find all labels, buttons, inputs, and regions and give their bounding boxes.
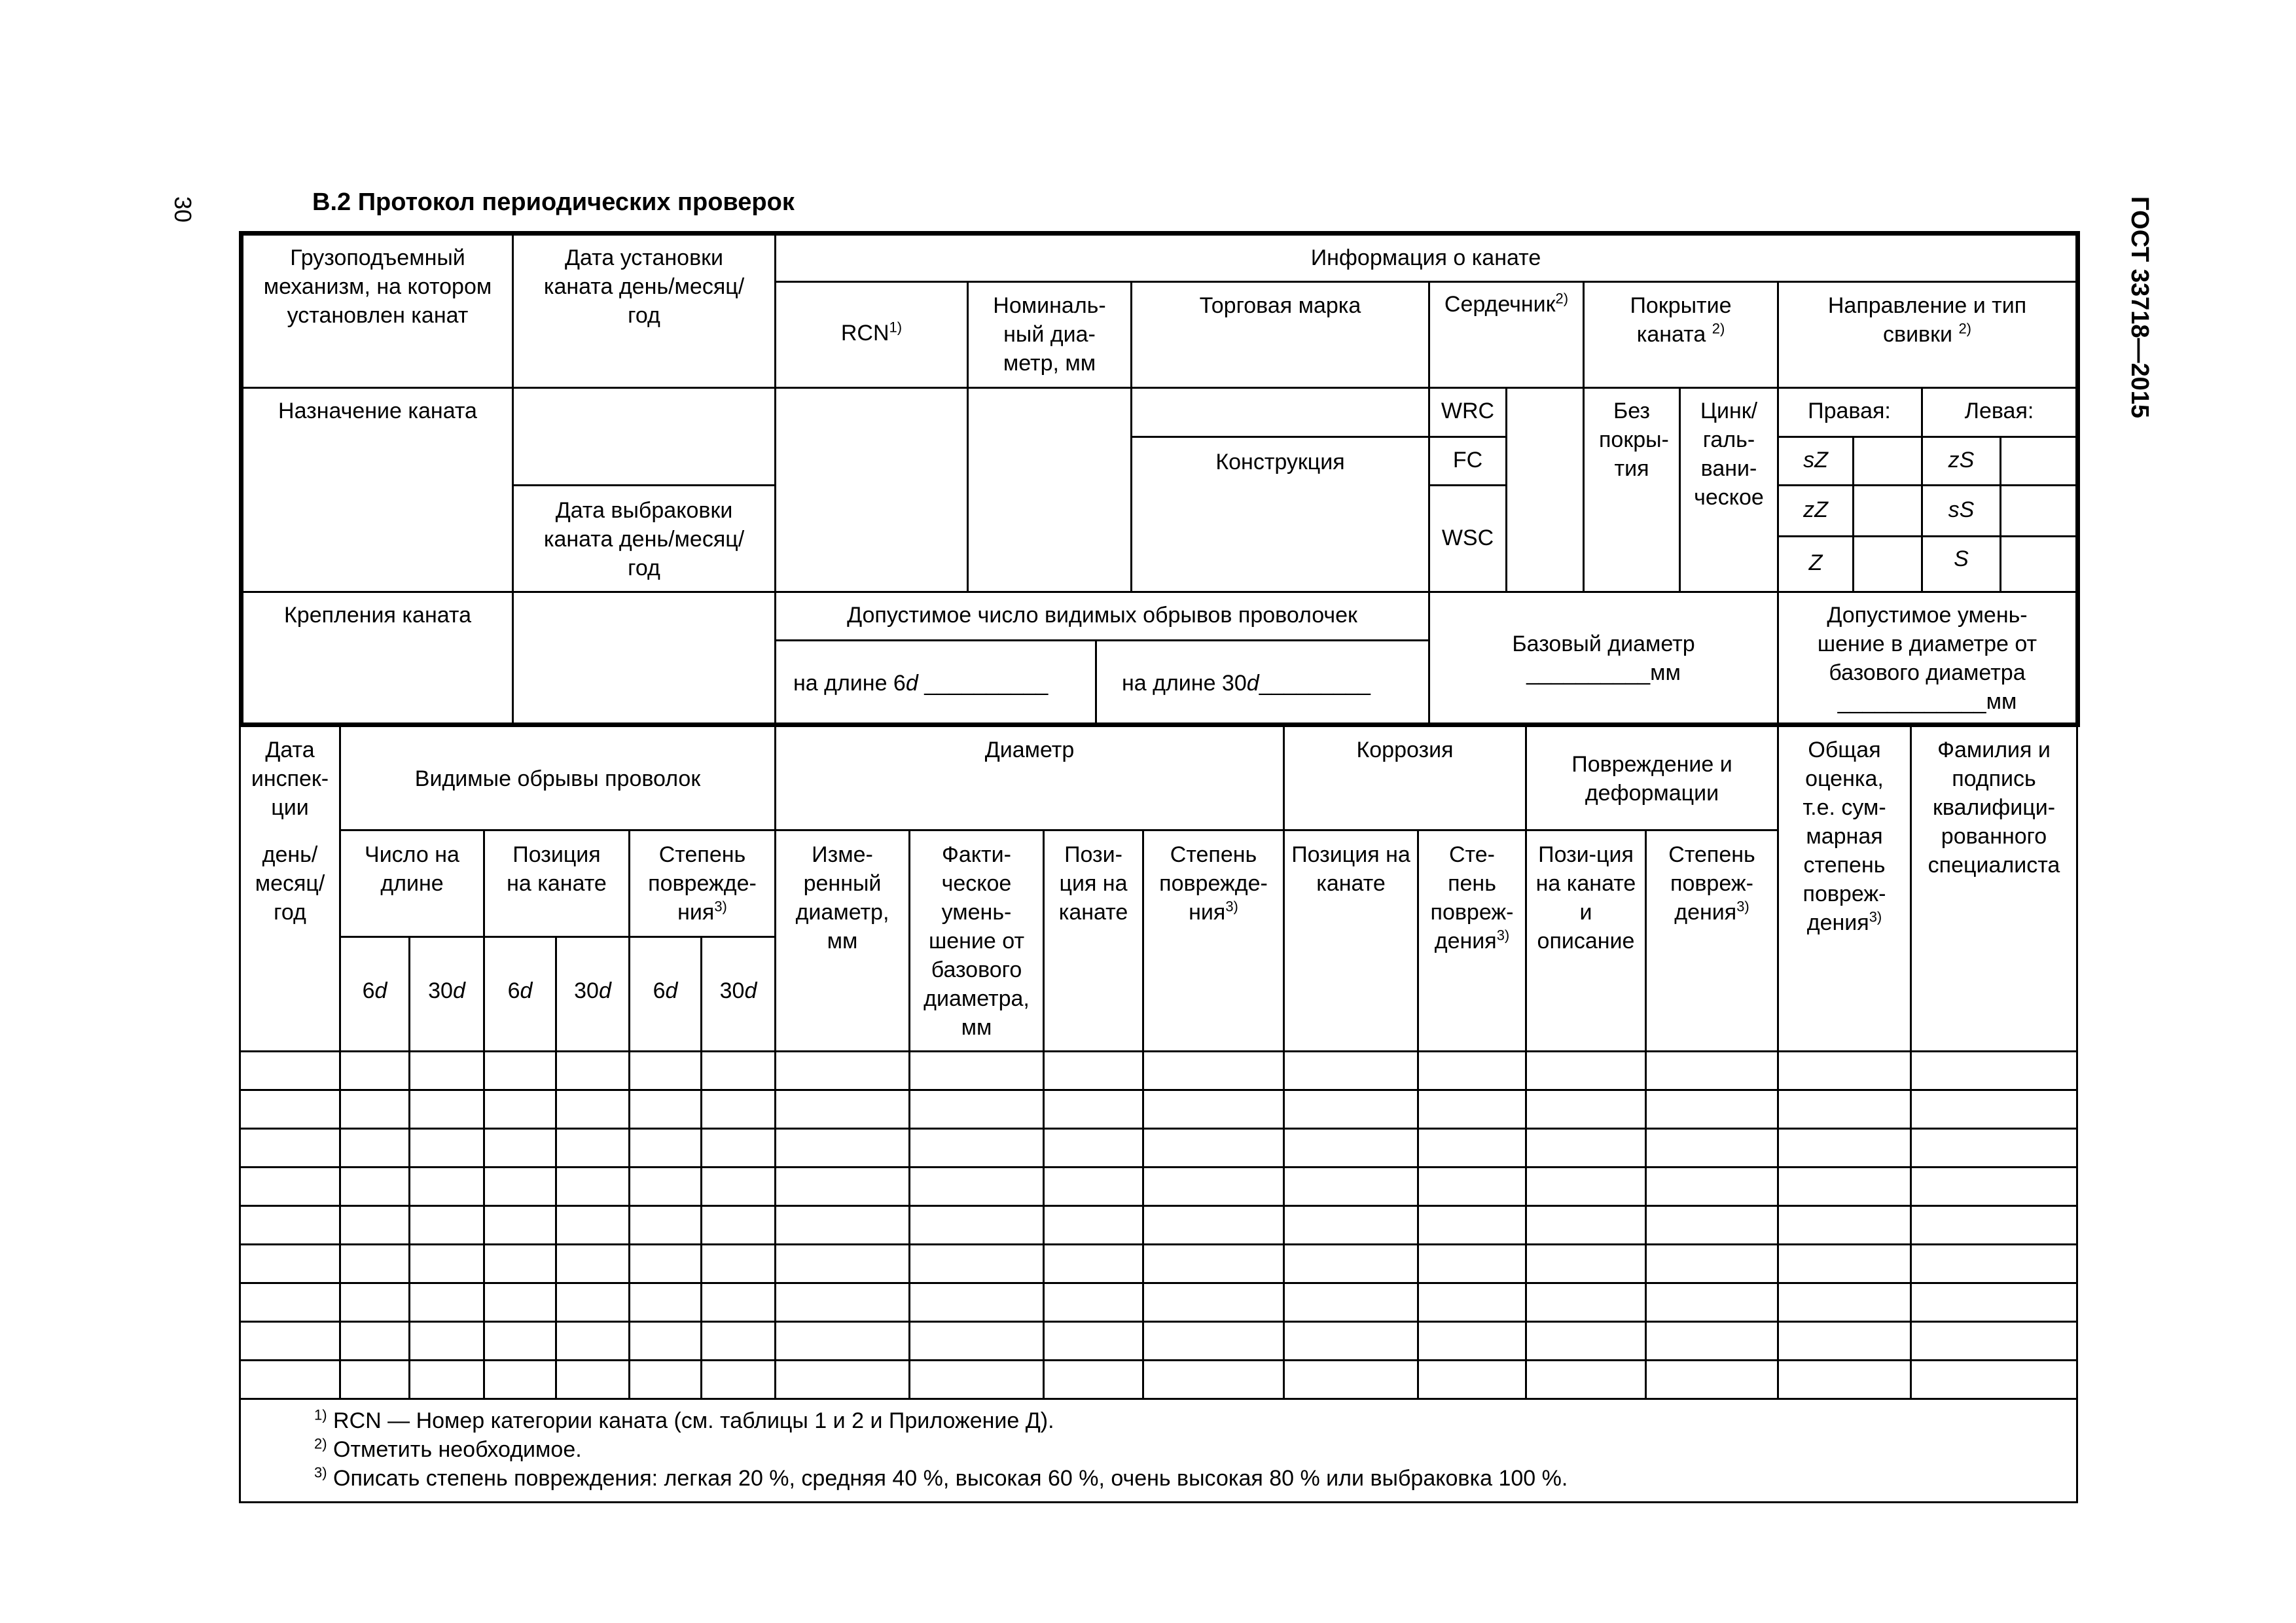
wrc-label: WRC	[1441, 399, 1495, 423]
visible-breaks-header: Видимые обрывы проволок	[414, 766, 701, 791]
corrosion-header: Коррозия	[1356, 738, 1454, 762]
lay-header: Направление и тип свивки $^{2)}$	[1827, 293, 2027, 347]
fixings-label: Крепления каната	[284, 603, 471, 628]
damage-position-header: Пози-ция на канате и описание	[1535, 842, 1636, 954]
purpose-label: Назначение каната	[278, 399, 477, 423]
right-lay-label: Правая:	[1808, 399, 1891, 423]
rcn-header: RCN$^{1)}$	[840, 319, 903, 346]
rope-info-header: Информация о канате	[1310, 245, 1541, 270]
base-diameter-mm: __________мм	[1526, 660, 1681, 685]
footnote-2: $^{2)}$ Отметить необходимое.	[314, 1435, 582, 1462]
construction-label: Конструкция	[1215, 450, 1345, 474]
diameter-position-header: Пози-ция на канате	[1058, 842, 1128, 925]
degree-30d: 30d	[719, 978, 757, 1003]
inspection-date-header: Дата инспек-ции	[251, 738, 329, 820]
count-on-length-header: Число на длине	[365, 842, 459, 896]
break-position-header: Позиция на канате	[507, 842, 607, 896]
reduction-mm: ____________мм	[1837, 689, 2017, 714]
nominal-diameter-header: Номиналь-ный диа-метр, мм	[993, 293, 1106, 376]
install-date-header: Дата установки каната день/месяц/год	[543, 245, 745, 328]
position-6d: 6d	[507, 978, 533, 1003]
count-30d: 30d	[428, 978, 465, 1003]
diameter-degree-header: Степень поврежде-ния$^{3)}$	[1159, 842, 1268, 925]
zZ-label: zZ	[1803, 497, 1828, 522]
core-header: Сердечник$^{2)}$	[1444, 290, 1569, 317]
break-degree-header: Степень поврежде-ния$^{3)}$	[648, 842, 757, 925]
signature-header: Фамилия и подпись квалифици-рованного специалиста	[1928, 738, 2060, 878]
base-diameter-label: Базовый диаметр	[1512, 632, 1695, 656]
damage-degree-header: Степень повреж-дения$^{3)}$	[1668, 842, 1755, 925]
actual-reduction-header: Факти-ческое умень-шение от базового диаметра, мм	[924, 842, 1030, 1040]
diameter-header: Диаметр	[984, 738, 1075, 762]
uncoated-label: Без покры-тия	[1599, 399, 1669, 481]
allowed-reduction-label: Допустимое умень-шение в диаметре от базового диаметра	[1817, 603, 2037, 685]
trademark-header: Торговая марка	[1199, 293, 1361, 318]
sS-label: sS	[1948, 497, 1975, 522]
overall-assessment-header: Общая оценка, т.е. сум-марная степень повреж-дения$^{3)}$	[1803, 738, 1886, 935]
corrosion-degree-header: Сте-пень повреж-дения$^{3)}$	[1430, 842, 1514, 954]
mechanism-header: Грузоподъемный механизм, на котором установлен канат	[263, 245, 492, 328]
footnote-3: $^{3)}$ Описать степень повреждения: легкая 20 %, средняя 40 %, высокая 60 %, очень высокая 80 % или выбраковка 100 %.	[314, 1464, 1568, 1491]
zinc-label: Цинк/ галь-вани-ческое	[1694, 399, 1764, 510]
len30d-label: на длине 30d_________	[1122, 671, 1371, 696]
corrosion-position-header: Позиция на канате	[1291, 842, 1410, 896]
section-heading: B.2 Протокол периодических проверок	[312, 188, 795, 216]
count-6d: 6d	[362, 978, 387, 1003]
zS-label: zS	[1948, 448, 1975, 473]
footnote-1: $^{1)}$ RCN — Номер категории каната (см. таблицы 1 и 2 и Приложение Д).	[314, 1406, 1054, 1433]
coating-header: Покрытие каната $^{2)}$	[1630, 293, 1732, 347]
Z-label: Z	[1808, 550, 1823, 575]
page-number: 30	[170, 196, 196, 223]
position-30d: 30d	[574, 978, 611, 1003]
measured-diameter-header: Изме-ренный диаметр, мм	[795, 842, 889, 954]
sZ-label: sZ	[1803, 448, 1828, 473]
wsc-label: WSC	[1441, 526, 1494, 550]
date-format-label: день/ месяц/ год	[255, 842, 325, 925]
degree-6d: 6d	[653, 978, 678, 1003]
discard-date-label: Дата выбраковки каната день/месяц/год	[543, 498, 745, 580]
allowed-breaks-label: Допустимое число видимых обрывов проволочек	[847, 603, 1357, 628]
damage-deformation-header: Повреждение и деформации	[1571, 752, 1732, 806]
left-lay-label: Левая:	[1964, 399, 2034, 423]
fc-label: FC	[1452, 448, 1483, 473]
S-label: S	[1954, 546, 1969, 571]
len6d-label: на длине 6d __________	[793, 671, 1049, 696]
standard-designation: ГОСТ 33718—2015	[2126, 196, 2153, 419]
